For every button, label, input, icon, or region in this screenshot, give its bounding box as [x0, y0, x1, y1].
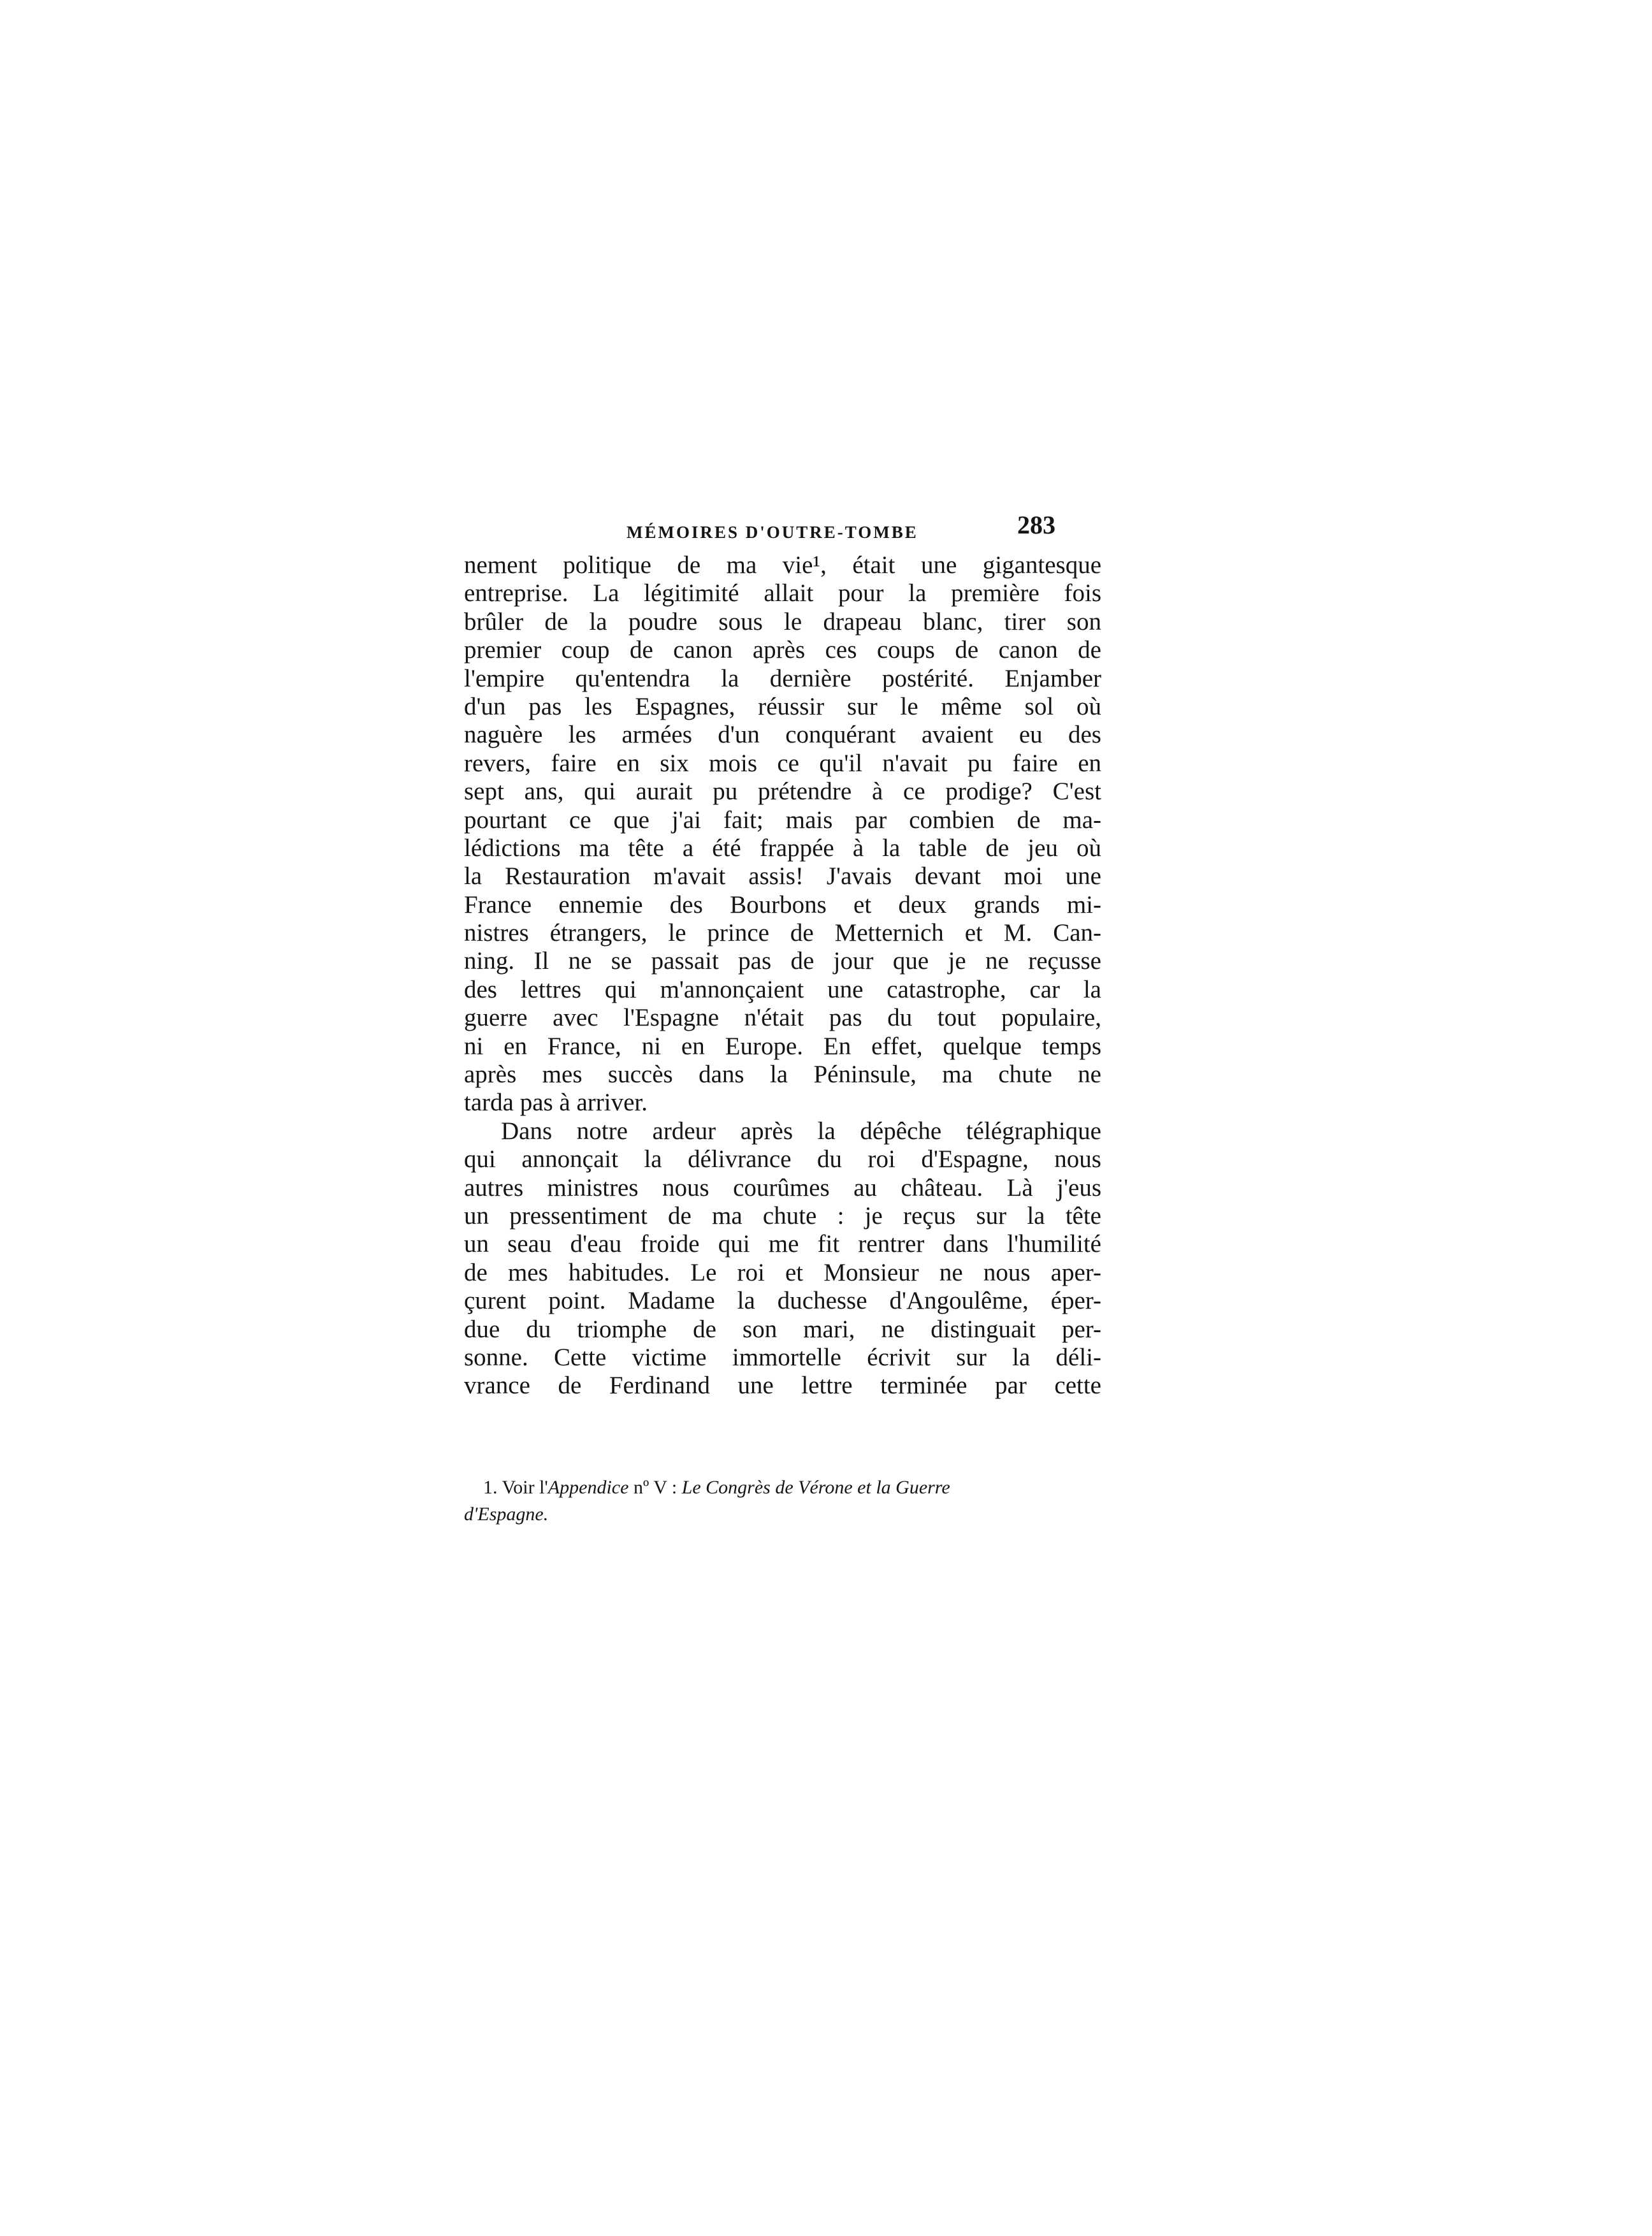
text-line: nistres étrangers, le prince de Metternich et M. Can- [464, 919, 1101, 947]
text-line: entreprise. La légitimité allait pour la première fois [464, 579, 1101, 607]
text-line: sonne. Cette victime immortelle écrivit sur la déli- [464, 1343, 1101, 1371]
footnote-title-continued: d'Espagne. [464, 1504, 549, 1525]
text-line: sept ans, qui aurait pu prétendre à ce prodige? C'est [464, 778, 1101, 806]
footnote-number: nº V : [628, 1477, 682, 1498]
text-line: lédictions ma tête a été frappée à la table de jeu où [464, 834, 1101, 862]
text-line: un pressentiment de ma chute : je reçus sur la tête [464, 1201, 1101, 1230]
text-line: ning. Il ne se passait pas de jour que je ne reçusse [464, 947, 1101, 975]
text-line: France ennemie des Bourbons et deux grands mi- [464, 890, 1101, 918]
running-title: MÉMOIRES D'OUTRE-TOMBE [627, 523, 918, 542]
footnote [464, 1474, 1101, 1528]
text-line: naguère les armées d'un conquérant avaient eu des [464, 721, 1101, 749]
text-line: Dans notre ardeur après la dépêche télégraphique [501, 1117, 1101, 1145]
page-number: 283 [1017, 511, 1055, 539]
text-line: due du triomphe de son mari, ne distinguait per- [464, 1315, 1101, 1343]
footnote-prefix: 1. Voir l' [483, 1477, 548, 1498]
page-header [464, 510, 1101, 548]
text-line: vrance de Ferdinand une lettre terminée par cette [464, 1372, 1101, 1400]
text-line: qui annonçait la délivrance du roi d'Espagne, nous [464, 1145, 1101, 1173]
footnote-appendix: Appendice [547, 1477, 629, 1498]
text-line: brûler de la poudre sous le drapeau blanc, tirer son [464, 607, 1101, 635]
text-line: revers, faire en six mois ce qu'il n'avait pu faire en [464, 749, 1101, 777]
footnote-title: Le Congrès de Vérone et la Guerre [681, 1477, 950, 1498]
footnote-line [464, 1474, 1101, 1501]
text-line: après mes succès dans la Péninsule, ma chute ne [464, 1061, 1101, 1089]
text-line: d'un pas les Espagnes, réussir sur le même sol où [464, 692, 1101, 720]
text-line: des lettres qui m'annonçaient une catastrophe, car la [464, 975, 1101, 1003]
footnote-line [464, 1501, 1101, 1528]
text-line: nement politique de ma vie¹, était une gigantesque [464, 551, 1101, 579]
text-line: l'empire qu'entendra la dernière postérité. Enjamber [464, 664, 1101, 692]
text-line: pourtant ce que j'ai fait; mais par combien de ma- [464, 806, 1101, 834]
text-line: de mes habitudes. Le roi et Monsieur ne nous aper- [464, 1258, 1101, 1286]
text-line: la Restauration m'avait assis! J'avais devant moi une [464, 862, 1101, 890]
text-line: ni en France, ni en Europe. En effet, quelque temps [464, 1032, 1101, 1060]
text-line: premier coup de canon après ces coups de canon de [464, 636, 1101, 664]
text-line: guerre avec l'Espagne n'était pas du tout populaire, [464, 1004, 1101, 1032]
text-line: autres ministres nous courûmes au château. Là j'eus [464, 1173, 1101, 1201]
text-line: çurent point. Madame la duchesse d'Angoulême, éper- [464, 1287, 1101, 1315]
body-text [464, 551, 1101, 1400]
text-line: un seau d'eau froide qui me fit rentrer dans l'humilité [464, 1230, 1101, 1258]
text-line: tarda pas à arriver. [464, 1089, 648, 1117]
